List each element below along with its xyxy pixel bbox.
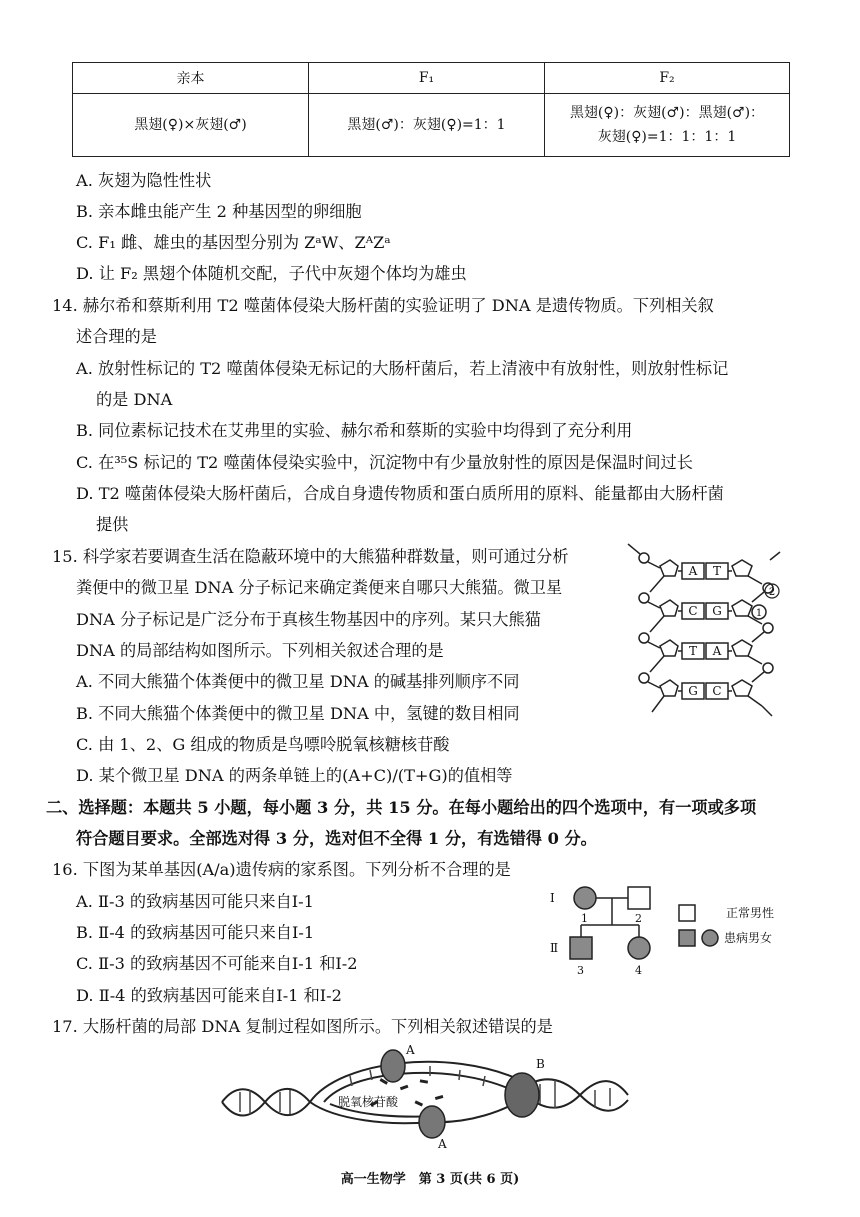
base-pair-4-right: C <box>712 684 722 698</box>
label-a-top: A <box>406 1043 415 1057</box>
base-pair-1-right: T <box>712 564 722 578</box>
callout-label-1: 1 <box>755 608 763 619</box>
enzyme-a-bottom <box>419 1106 445 1138</box>
q15-stem-line3: DNA 分子标记是广泛分布于真核生物基因中的序列。某只大熊猫 <box>76 610 541 629</box>
individual-number-3: 3 <box>577 964 584 977</box>
label-deoxynucleotide: 脱氧核苷酸 <box>338 1095 399 1109</box>
q16-option-b: B. Ⅱ-4 的致病基因可能只来自Ⅰ-1 <box>76 923 315 942</box>
q14-option-c: C. 在³⁵S 标记的 T2 噬菌体侵染实验中，沉淀物中有少量放射性的原因是保温时间过长 <box>76 453 693 472</box>
q14-option-d-line2: 提供 <box>96 515 129 534</box>
q14-option-b: B. 同位素标记技术在艾弗里的实验、赫尔希和蔡斯的实验中均得到了充分利用 <box>76 421 633 440</box>
legend-affected-label: 患病男女 <box>724 931 773 945</box>
individual-1-affected-female <box>574 887 596 909</box>
legend-affected-female-icon <box>702 930 718 946</box>
section2-line1: 二、选择题：本题共 5 小题，每小题 3 分，共 15 分。在每小题给出的四个选项中，有一项或多项 <box>46 798 757 817</box>
individual-number-2: 2 <box>635 912 642 925</box>
q15-option-b: B. 不同大熊猫个体粪便中的微卫星 DNA 中，氢键的数目相同 <box>76 704 520 723</box>
individual-number-1: 1 <box>581 912 588 925</box>
q16-option-d: D. Ⅱ-4 的致病基因可能来自Ⅰ-1 和Ⅰ-2 <box>76 986 342 1005</box>
q15-stem-line4: DNA 的局部结构如图所示。下列相关叙述合理的是 <box>76 641 444 660</box>
legend-normal-male-label: 正常男性 <box>726 906 775 920</box>
label-b: B <box>536 1057 545 1071</box>
base-pair-3-left: T <box>688 644 698 658</box>
individual-number-4: 4 <box>635 964 642 977</box>
dna-structure-figure <box>622 540 792 720</box>
enzyme-b <box>505 1073 539 1117</box>
base-pair-3-right: A <box>712 644 722 658</box>
table-cell-f2-line2: 灰翅(♀)=1：1：1：1 <box>597 129 737 145</box>
page-footer: 高一生物学 第 3 页(共 6 页) <box>340 1172 520 1187</box>
q16-option-a: A. Ⅱ-3 的致病基因可能只来自Ⅰ-1 <box>76 892 314 911</box>
table-cell-f2 <box>545 94 790 157</box>
table-header-f2: F₂ <box>545 63 790 94</box>
dna-replication-figure <box>220 1040 630 1155</box>
q16-option-c: C. Ⅱ-3 的致病基因不可能来自Ⅰ-1 和Ⅰ-2 <box>76 954 358 973</box>
table-row <box>73 94 790 157</box>
q13-option-c: C. F₁ 雌、雄虫的基因型分别为 ZᵃW、ZᴬZᵃ <box>76 233 391 252</box>
table-cell-f2-line1: 黑翅(♀)：灰翅(♂)：黑翅(♂)： <box>569 105 765 121</box>
q15-option-c: C. 由 1、2、G 组成的物质是鸟嘌呤脱氧核糖核苷酸 <box>76 735 450 754</box>
q14-option-a-line2: 的是 DNA <box>96 390 173 409</box>
label-a-bottom: A <box>438 1137 447 1151</box>
table-header-parent: 亲本 <box>73 63 309 94</box>
table-cell-f1: 黑翅(♂)：灰翅(♀)=1：1 <box>309 94 545 157</box>
generation-label-2: Ⅱ <box>550 941 559 955</box>
enzyme-a-top <box>381 1050 405 1082</box>
section2-line2: 符合题目要求。全部选对得 3 分，选对但不全得 1 分，有选错得 0 分。 <box>76 829 597 848</box>
q15-option-d: D. 某个微卫星 DNA 的两条单链上的(A+C)/(T+G)的值相等 <box>76 766 513 785</box>
q14-stem-line1: 14. 赫尔希和蔡斯利用 T2 噬菌体侵染大肠杆菌的实验证明了 DNA 是遗传物质。下列相关叙 <box>52 296 714 315</box>
legend-affected-male-icon <box>679 930 695 946</box>
individual-2-normal-male <box>628 887 650 909</box>
q13-option-b: B. 亲本雌虫能产生 2 种基因型的卵细胞 <box>76 202 362 221</box>
pedigree-figure <box>548 880 788 980</box>
q16-stem: 16. 下图为某单基因(A/a)遗传病的家系图。下列分析不合理的是 <box>52 860 511 879</box>
base-pair-4-left: G <box>688 684 698 698</box>
base-pair-1-left: A <box>688 564 698 578</box>
legend-normal-male-icon <box>679 905 695 921</box>
q13-option-d: D. 让 F₂ 黑翅个体随机交配，子代中灰翅个体均为雄虫 <box>76 264 467 283</box>
base-pair-2-left: C <box>688 604 698 618</box>
q14-option-a-line1: A. 放射性标记的 T2 噬菌体侵染无标记的大肠杆菌后，若上清液中有放射性，则放射性标记 <box>76 359 729 378</box>
base-pair-2-right: G <box>712 604 722 618</box>
callout-label-2: 2 <box>768 587 776 598</box>
table-header-row <box>73 63 790 94</box>
q15-stem-line1: 15. 科学家若要调查生活在隐蔽环境中的大熊猫种群数量，则可通过分析 <box>52 547 569 566</box>
individual-3-affected-male <box>570 937 592 959</box>
generation-label-1: Ⅰ <box>550 891 555 905</box>
q15-stem-line2: 粪便中的微卫星 DNA 分子标记来确定粪便来自哪只大熊猫。微卫星 <box>76 578 563 597</box>
cross-result-table <box>72 62 790 157</box>
individual-4-affected-female <box>628 937 650 959</box>
q14-option-d-line1: D. T2 噬菌体侵染大肠杆菌后，合成自身遗传物质和蛋白质所用的原料、能量都由大肠杆菌 <box>76 484 724 503</box>
q15-option-a: A. 不同大熊猫个体粪便中的微卫星 DNA 的碱基排列顺序不同 <box>76 672 520 691</box>
q17-stem: 17. 大肠杆菌的局部 DNA 复制过程如图所示。下列相关叙述错误的是 <box>52 1017 553 1036</box>
q14-stem-line2: 述合理的是 <box>76 327 157 346</box>
q13-option-a: A. 灰翅为隐性性状 <box>76 171 212 190</box>
table-cell-parent: 黑翅(♀)×灰翅(♂) <box>73 94 309 157</box>
table-header-f1: F₁ <box>309 63 545 94</box>
